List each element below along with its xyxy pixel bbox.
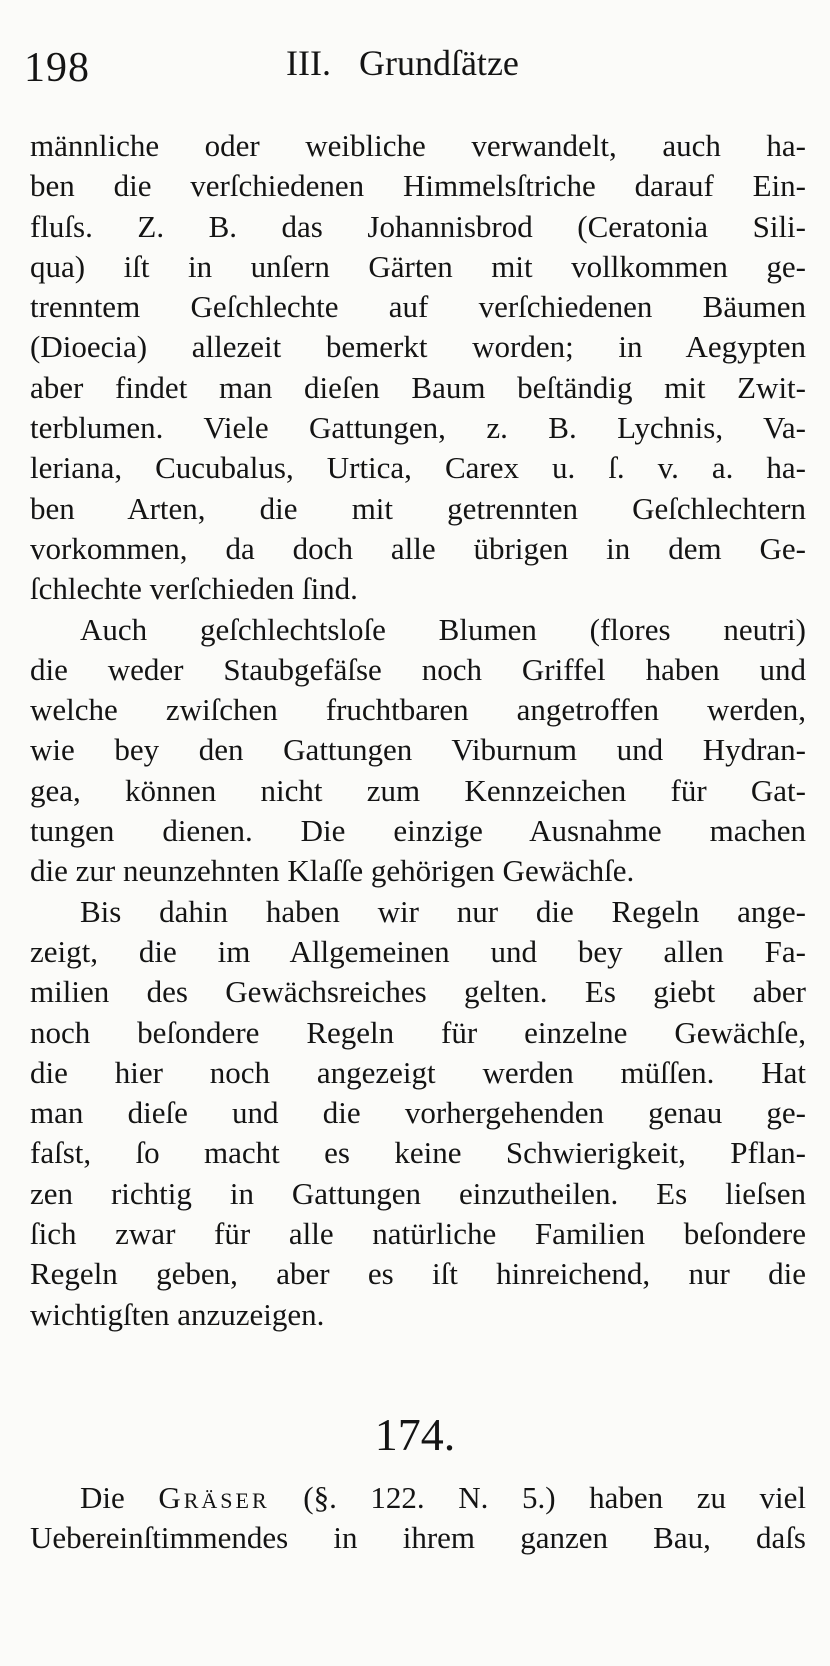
line-start: Die bbox=[80, 1480, 125, 1515]
paragraph bbox=[30, 610, 806, 892]
text-line: ſich zwar für alle natürliche Familien beſondere bbox=[30, 1216, 806, 1252]
text-line: Bis dahin haben wir nur die Regeln ange- bbox=[80, 893, 806, 929]
text-line: welche zwiſchen fruchtbaren angetroffen werden, bbox=[30, 692, 806, 728]
page-number: 198 bbox=[24, 45, 90, 91]
text-line: die zur neunzehnten Klaſſe gehörigen Gewächſe. bbox=[30, 853, 635, 889]
text-line: milien des Gewächsreiches gelten. Es giebt aber bbox=[30, 974, 806, 1010]
running-head-title: Grundſätze bbox=[358, 43, 519, 83]
text-line: wie bey den Gattungen Viburnum und Hydran- bbox=[30, 732, 806, 768]
text-line: faſst, ſo macht es keine Schwierigkeit, Pflan- bbox=[30, 1135, 806, 1171]
text-line: wichtigſten anzuzeigen. bbox=[30, 1296, 325, 1332]
text-line bbox=[30, 1478, 806, 1518]
text-line: leriana, Cucubalus, Urtica, Carex u. ſ. v. a. ha- bbox=[30, 450, 806, 486]
running-head-section: III. bbox=[286, 43, 331, 83]
text-line: qua) iſt in unſern Gärten mit vollkommen ge- bbox=[30, 248, 806, 284]
text-line: gea, können nicht zum Kennzeichen für Gat- bbox=[30, 772, 806, 808]
page-header bbox=[24, 40, 804, 96]
text-line: aber findet man dieſen Baum beſtändig mit Zwit- bbox=[30, 369, 806, 405]
paragraph bbox=[30, 126, 806, 610]
text-line: (Dioecia) allezeit bemerkt worden; in Aegypten bbox=[30, 329, 806, 365]
text-line: Regeln geben, aber es iſt hinreichend, nur die bbox=[30, 1256, 806, 1292]
text-line: ben die verſchiedenen Himmelsſtriche darauf Ein- bbox=[30, 168, 806, 204]
text-line: vorkommen, da doch alle übrigen in dem Ge- bbox=[30, 530, 806, 566]
final-paragraph bbox=[30, 1478, 806, 1559]
text-line: trenntem Geſchlechte auf verſchiedenen Bäumen bbox=[30, 289, 806, 325]
body-text bbox=[30, 126, 806, 1335]
text-line: tungen dienen. Die einzige Ausnahme machen bbox=[30, 813, 806, 849]
text-line: noch beſondere Regeln für einzelne Gewächſe, bbox=[30, 1014, 806, 1050]
text-line: die weder Staubgefäſse noch Griffel haben und bbox=[30, 651, 806, 687]
text-line: terblumen. Viele Gattungen, z. B. Lychnis, Va- bbox=[30, 410, 806, 446]
text-line: die hier noch angezeigt werden müſſen. Hat bbox=[30, 1054, 806, 1090]
text-line: männliche oder weibliche verwandelt, auch ha- bbox=[30, 128, 806, 163]
text-line: Auch geſchlechtsloſe Blumen (flores neutri) bbox=[80, 611, 806, 647]
smallcaps-term: Gräser bbox=[158, 1480, 270, 1515]
section-number: 174. bbox=[374, 1409, 456, 1460]
running-head bbox=[286, 42, 519, 84]
text-line: zeigt, die im Allgemeinen und bey allen Fa- bbox=[30, 933, 806, 969]
text-line: Uebereinſtimmendes in ihrem ganzen Bau, daſs bbox=[30, 1520, 806, 1556]
paragraph bbox=[30, 892, 806, 1335]
text-line: fluſs. Z. B. das Johannisbrod (Ceratonia Sili- bbox=[30, 208, 806, 244]
text-line: man dieſe und die vorhergehenden genau ge- bbox=[30, 1095, 806, 1131]
line-end: (§. 122. N. 5.) haben zu viel bbox=[303, 1480, 807, 1515]
text-line: zen richtig in Gattungen einzutheilen. Es lieſsen bbox=[30, 1175, 806, 1211]
text-line: ben Arten, die mit getrennten Geſchlechtern bbox=[30, 490, 806, 526]
text-line: ſchlechte verſchieden ſind. bbox=[30, 571, 358, 607]
